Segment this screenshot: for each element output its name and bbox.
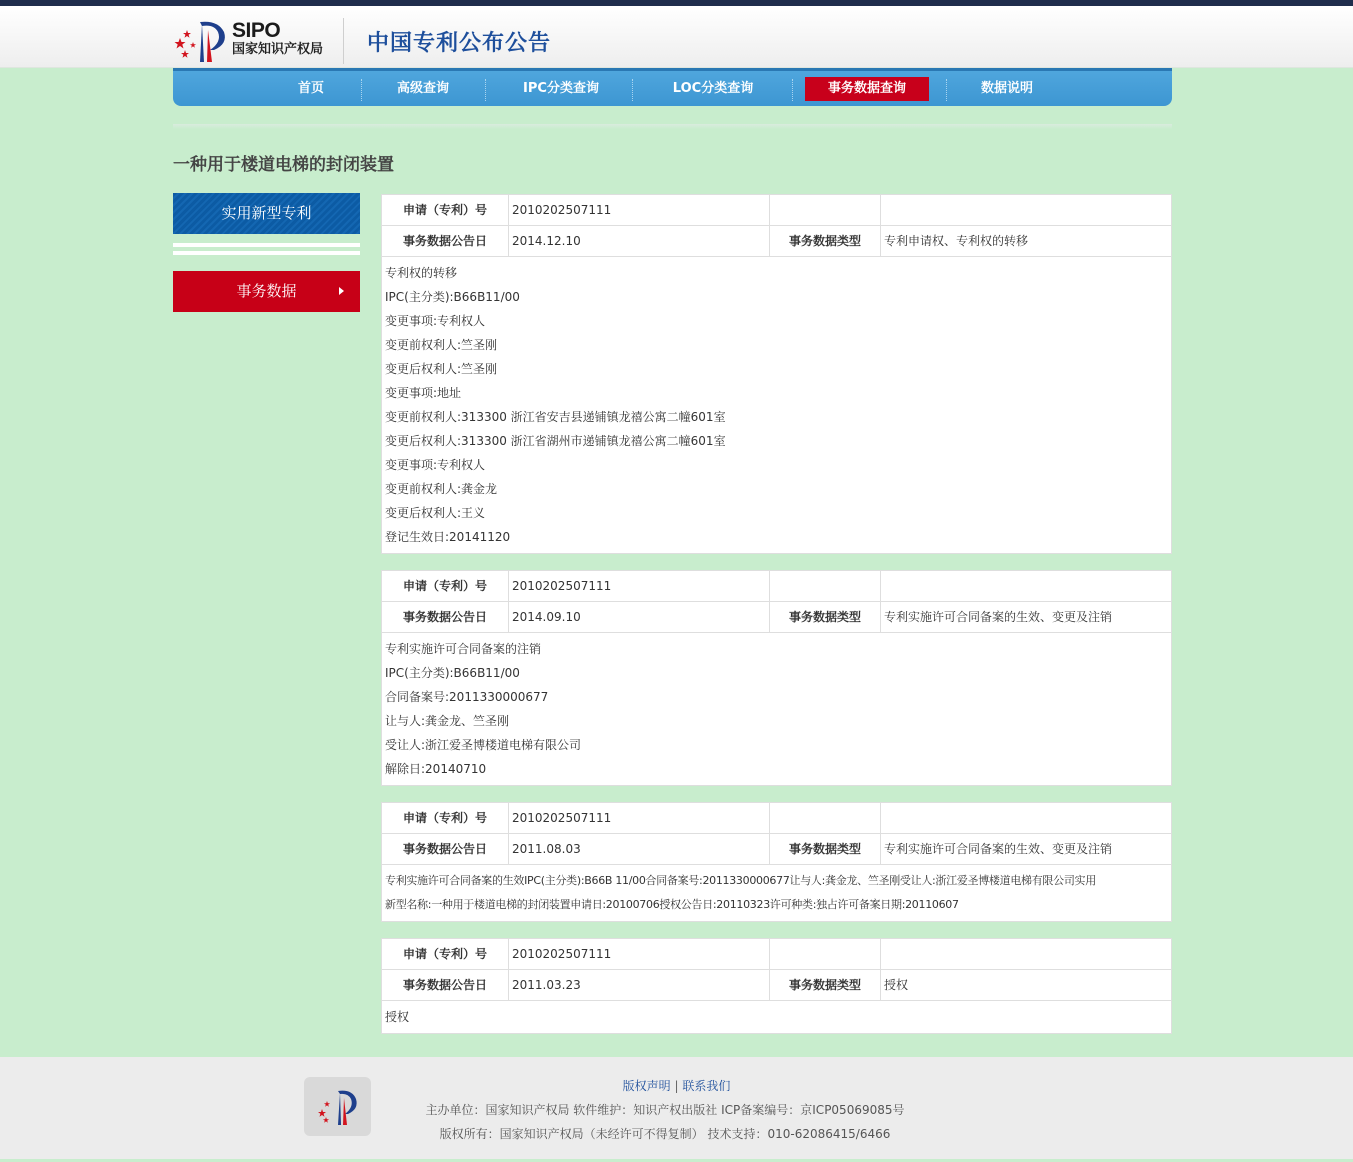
detail-line: 合同备案号:2011330000677 xyxy=(385,690,549,704)
transaction-data-button[interactable] xyxy=(173,271,360,312)
detail-line: 变更后权利人:王义 xyxy=(385,506,486,520)
sidebar-divider xyxy=(173,251,360,255)
record-row-appno xyxy=(382,803,1171,834)
detail-line: IPC(主分类):B66B11/00 xyxy=(385,666,520,680)
empty-cell xyxy=(881,195,1171,225)
data-type-label: 事务数据类型 xyxy=(770,834,881,864)
footer-link-separator: | xyxy=(674,1079,679,1093)
detail-line: 变更后权利人:313300 浙江省湖州市递铺镇龙禧公寓二幢601室 xyxy=(385,434,726,448)
arrow-right-icon xyxy=(339,287,344,295)
detail-line: 变更前权利人:竺圣刚 xyxy=(385,338,498,352)
footer-links xyxy=(0,1077,1353,1094)
copyright-link[interactable]: 版权声明 xyxy=(622,1079,671,1093)
nav-separator xyxy=(361,79,362,101)
nav-separator xyxy=(792,79,793,101)
footer-copyright-line: 版权所有：国家知识产权局（未经许可不得复制） 技术支持：010-62086415/6466 xyxy=(439,1127,891,1141)
nav-shadow xyxy=(173,124,1172,129)
nav-separator xyxy=(632,79,633,101)
record-row-appno xyxy=(382,939,1171,970)
detail-line: 受让人:浙江爱圣博楼道电梯有限公司 xyxy=(385,738,582,752)
record-row-appno xyxy=(382,195,1171,226)
empty-cell xyxy=(770,803,881,833)
nav-separator xyxy=(946,79,947,101)
site-footer xyxy=(0,1057,1353,1159)
patent-type-button[interactable]: 实用新型专利 xyxy=(173,193,360,234)
detail-line: IPC(主分类):B66B11/00 xyxy=(385,290,520,304)
sipo-logo[interactable] xyxy=(174,14,344,66)
record-row-date xyxy=(382,226,1171,257)
data-type-value: 授权 xyxy=(884,978,909,992)
detail-line: 变更事项:专利权人 xyxy=(385,458,486,472)
nav-ipc-search[interactable]: IPC分类查询 xyxy=(523,81,599,96)
pub-date-value: 2014.12.10 xyxy=(509,226,770,256)
record-detail xyxy=(382,257,1171,553)
site-title: 中国专利公布公告 xyxy=(367,31,552,56)
nav-home[interactable]: 首页 xyxy=(297,81,324,96)
sipo-emblem-icon xyxy=(174,16,230,64)
pub-date-value: 2011.03.23 xyxy=(509,970,770,1000)
detail-line: 变更事项:专利权人 xyxy=(385,314,486,328)
app-no-label: 申请（专利）号 xyxy=(382,571,509,601)
data-type-label: 事务数据类型 xyxy=(770,970,881,1000)
header-divider xyxy=(343,18,344,64)
main-nav xyxy=(173,68,1172,106)
data-type-value: 专利实施许可合同备案的生效、变更及注销 xyxy=(884,610,1113,624)
record-row-appno xyxy=(382,571,1171,602)
detail-line: 变更前权利人:313300 浙江省安吉县递铺镇龙禧公寓二幢601室 xyxy=(385,410,726,424)
record-card xyxy=(381,194,1172,554)
detail-line: 登记生效日:20141120 xyxy=(385,530,511,544)
nav-separator xyxy=(485,79,486,101)
record-card xyxy=(381,570,1172,786)
detail-line: 专利实施许可合同备案的生效IPC(主分类):B66B 11/00合同备案号:2011330000677让与人:龚金龙、竺圣刚受让人:浙江爱圣博楼道电梯有限公司实用 xyxy=(385,874,1096,887)
empty-cell xyxy=(770,571,881,601)
nav-advanced-search[interactable]: 高级查询 xyxy=(396,81,449,96)
nav-loc-search[interactable]: LOC分类查询 xyxy=(672,81,754,96)
footer-sponsor-line: 主办单位：国家知识产权局 软件维护：知识产权出版社 ICP备案编号：京ICP05069085号 xyxy=(425,1103,905,1117)
detail-line: 专利权的转移 xyxy=(385,266,458,280)
nav-transaction-search[interactable]: 事务数据查询 xyxy=(805,77,929,101)
record-row-date xyxy=(382,602,1171,633)
records-list xyxy=(381,194,1172,1050)
site-header xyxy=(0,6,1353,68)
detail-line: 专利实施许可合同备案的注销 xyxy=(385,642,542,656)
app-no-value: 2010202507111 xyxy=(509,571,770,601)
app-no-value: 2010202507111 xyxy=(509,195,770,225)
app-no-label: 申请（专利）号 xyxy=(382,803,509,833)
detail-line: 授权 xyxy=(385,1010,410,1024)
app-no-value: 2010202507111 xyxy=(509,803,770,833)
record-detail xyxy=(382,865,1171,921)
data-type-value: 专利实施许可合同备案的生效、变更及注销 xyxy=(884,842,1113,856)
sidebar-divider xyxy=(173,243,360,247)
detail-line: 让与人:龚金龙、竺圣刚 xyxy=(385,714,510,728)
page-title: 一种用于楼道电梯的封闭装置 xyxy=(173,155,394,175)
detail-line: 变更后权利人:竺圣刚 xyxy=(385,362,498,376)
empty-cell xyxy=(881,803,1171,833)
pub-date-label: 事务数据公告日 xyxy=(382,226,509,256)
empty-cell xyxy=(770,195,881,225)
record-detail xyxy=(382,1001,1171,1033)
pub-date-label: 事务数据公告日 xyxy=(382,834,509,864)
logo-sipo-text: SIPO xyxy=(232,19,281,42)
detail-line: 新型名称:一种用于楼道电梯的封闭装置申请日:20100706授权公告日:20110323许可种类:独占许可备案日期:20110607 xyxy=(385,898,959,911)
pub-date-value: 2011.08.03 xyxy=(509,834,770,864)
pub-date-label: 事务数据公告日 xyxy=(382,970,509,1000)
record-row-date xyxy=(382,834,1171,865)
empty-cell xyxy=(770,939,881,969)
detail-line: 变更前权利人:龚金龙 xyxy=(385,482,498,496)
record-row-date xyxy=(382,970,1171,1001)
record-card xyxy=(381,938,1172,1034)
empty-cell xyxy=(881,939,1171,969)
transaction-data-label: 事务数据 xyxy=(236,282,297,300)
contact-link[interactable]: 联系我们 xyxy=(682,1079,731,1093)
pub-date-label: 事务数据公告日 xyxy=(382,602,509,632)
app-no-value: 2010202507111 xyxy=(509,939,770,969)
detail-line: 变更事项:地址 xyxy=(385,386,462,400)
app-no-label: 申请（专利）号 xyxy=(382,939,509,969)
detail-line: 解除日:20140710 xyxy=(385,762,487,776)
pub-date-value: 2014.09.10 xyxy=(509,602,770,632)
empty-cell xyxy=(881,571,1171,601)
nav-data-description[interactable]: 数据说明 xyxy=(980,81,1033,96)
data-type-label: 事务数据类型 xyxy=(770,602,881,632)
logo-cn-text: 国家知识产权局 xyxy=(232,42,324,57)
data-type-value: 专利申请权、专利权的转移 xyxy=(884,234,1029,248)
data-type-label: 事务数据类型 xyxy=(770,226,881,256)
app-no-label: 申请（专利）号 xyxy=(382,195,509,225)
record-card xyxy=(381,802,1172,922)
record-detail xyxy=(382,633,1171,785)
